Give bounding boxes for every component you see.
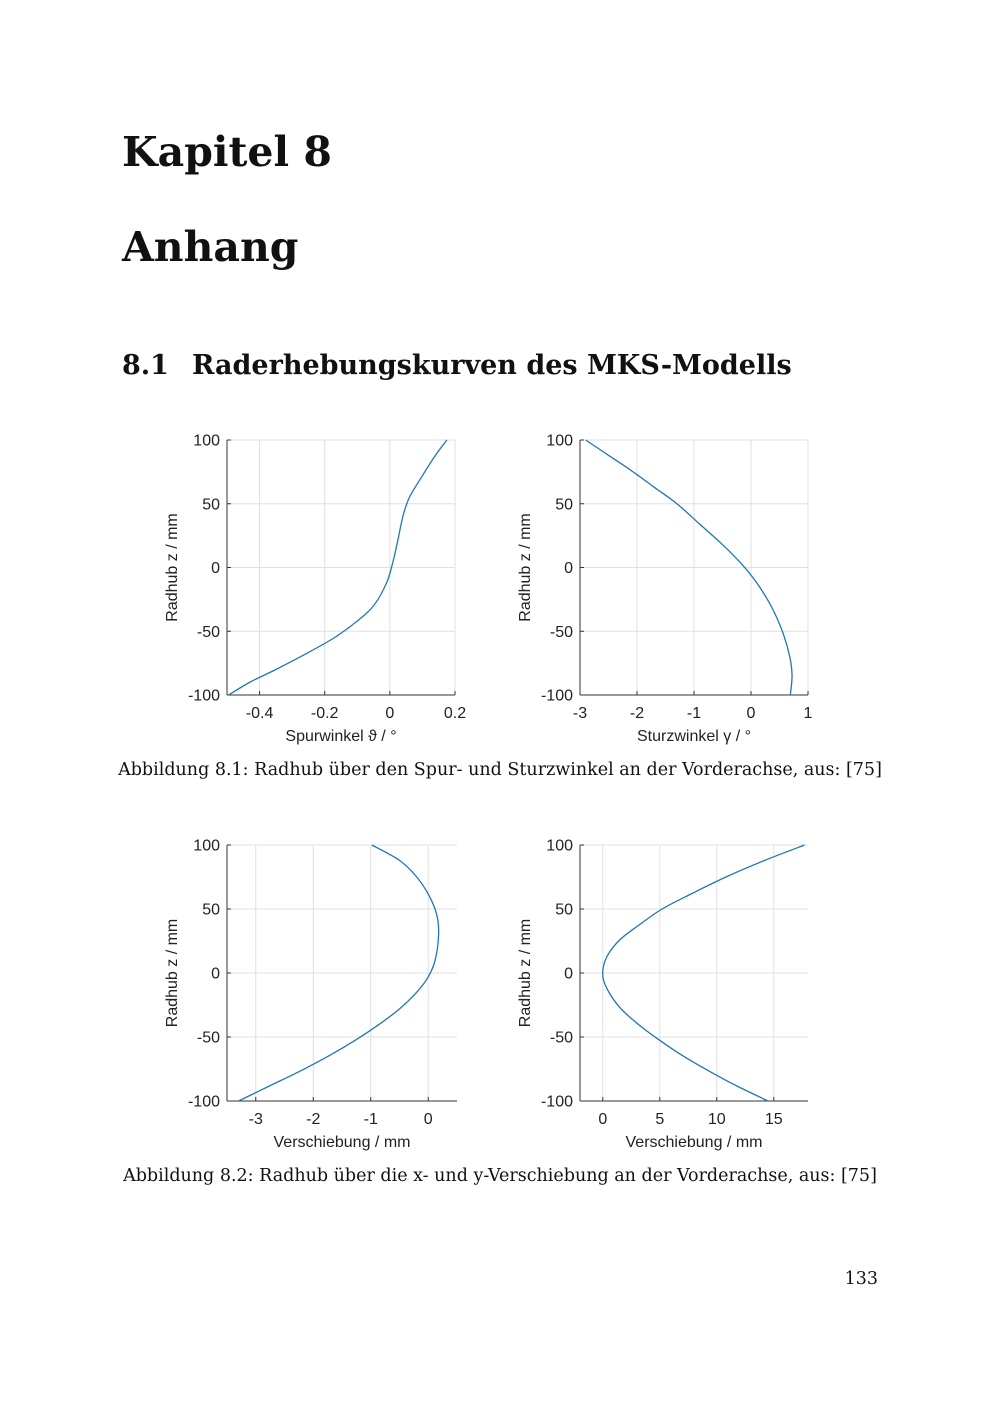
y-tick-label: 0 [564,560,573,577]
y-tick-label: 100 [193,432,220,450]
y-tick-label: -100 [187,1093,220,1111]
y-axis-label: Radhub z / mm [517,918,534,1028]
x-axis-label: Verschiebung / mm [625,1134,763,1151]
x-tick-label: -3 [572,705,588,722]
y-tick-label: 100 [546,837,573,855]
x-tick-label: -1 [363,1111,378,1128]
y-axis-label: Radhub z / mm [164,513,181,622]
x-tick-label: 5 [655,1111,665,1128]
x-tick-label: 10 [707,1111,726,1128]
x-tick-label: 1 [803,705,813,722]
y-tick-label: -100 [540,1093,573,1111]
figure-caption-1: Abbildung 8.1: Radhub über den Spur- und Sturzwinkel an der Vorderachse, aus: [75] [118,760,882,780]
x-tick-label: 0 [746,705,756,722]
x-axis-label: Sturzwinkel γ / ° [637,728,751,745]
y-tick-label: -50 [196,1029,220,1047]
section-heading [122,350,792,381]
x-tick-label: -1 [686,705,702,722]
y-tick-label: 0 [211,965,220,983]
page-number: 133 [844,1269,878,1289]
y-tick-label: -50 [549,1029,573,1047]
y-tick-label: 100 [193,837,220,855]
y-tick-label: -50 [549,623,573,641]
chart-spurwinkel [155,425,485,750]
chapter-title: Kapitel 8 [122,128,332,176]
section-title: Raderhebungskurven des MKS-Modells [192,350,792,381]
y-tick-label: -100 [540,687,573,705]
y-tick-label: 50 [555,901,573,919]
y-tick-label: -100 [187,687,220,705]
appendix-title: Anhang [122,223,299,271]
x-tick-label: 0 [423,1111,433,1128]
x-tick-label: 0.2 [443,705,467,722]
chart-x-verschiebung [155,830,485,1155]
x-axis-label: Spurwinkel ϑ / ° [285,728,397,745]
x-tick-label: 0 [385,705,395,722]
x-tick-label: -2 [306,1111,321,1128]
y-tick-label: 50 [555,496,573,514]
y-tick-label: 0 [564,965,573,983]
y-tick-label: 50 [202,901,220,919]
chart-y-verschiebung [508,830,838,1155]
section-number: 8.1 [122,350,169,381]
y-tick-label: 50 [202,496,220,514]
chart-sturzwinkel [508,425,838,750]
x-tick-label: -0.4 [245,705,274,722]
y-axis-label: Radhub z / mm [517,513,534,622]
figure-caption-2: Abbildung 8.2: Radhub über die x- und y-Verschiebung an der Vorderachse, aus: [75] [123,1166,877,1186]
x-tick-label: 15 [764,1111,783,1128]
y-tick-label: 0 [211,560,220,577]
x-tick-label: -0.2 [310,705,339,722]
x-tick-label: -3 [248,1111,263,1128]
x-tick-label: 0 [598,1111,608,1128]
y-axis-label: Radhub z / mm [164,918,181,1028]
x-tick-label: -2 [629,705,645,722]
x-axis-label: Verschiebung / mm [273,1134,411,1151]
y-tick-label: -50 [196,623,220,641]
y-tick-label: 100 [546,432,573,450]
